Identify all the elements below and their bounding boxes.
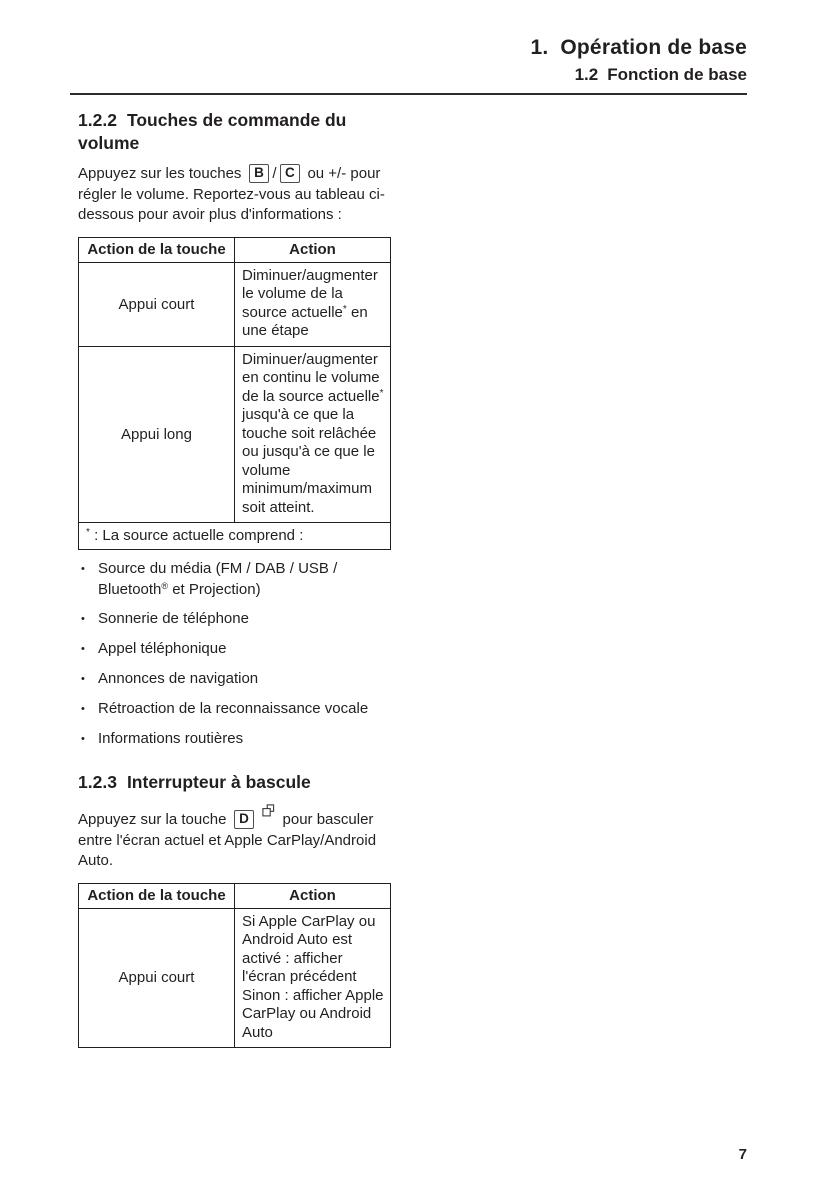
chapter-number: 1.: [530, 36, 549, 59]
column-header-action: Action: [235, 237, 391, 262]
asterisk-marker: *: [86, 527, 90, 538]
cell-text-line2: Sinon : afficher Apple CarPlay ou Android Auto: [242, 986, 384, 1041]
intro-text-2: ou +/- pour régler le volume. Reportez-vous au tableau ci-dessous pour avoir plus d'informations :: [78, 165, 385, 223]
cell-touche-appui-long: Appui long: [79, 346, 235, 523]
list-item-text: Annonces de navigation: [98, 670, 259, 687]
cell-text-line1: Si Apple CarPlay ou Android Auto est activé : afficher l'écran précédent: [242, 912, 376, 985]
cell-action-appui-court: [235, 908, 391, 1048]
content-column: [78, 109, 392, 1048]
intro-text-2: pour basculer entre l'écran actuel et Apple CarPlay/Android Auto.: [78, 811, 377, 869]
bascule-actions-table: [78, 883, 391, 1049]
keycap-c: C: [280, 164, 301, 183]
volume-intro-paragraph: [78, 164, 392, 226]
footnote-text: : La source actuelle comprend :: [89, 527, 304, 544]
intro-text-1: Appuyez sur la touche: [78, 811, 227, 828]
table-footnote-row: [79, 523, 391, 550]
list-item-text: Appel téléphonique: [98, 640, 227, 657]
cell-action-appui-long: [235, 346, 391, 523]
subsection-1-2-2-title: [78, 109, 392, 155]
table-row: [79, 908, 391, 1048]
section-number: 1.2: [574, 65, 599, 84]
toggle-screens-icon: [262, 803, 275, 824]
table-row: [79, 262, 391, 346]
cell-text: en une étape: [242, 303, 368, 339]
list-item: [78, 729, 392, 750]
list-item: [78, 639, 392, 660]
list-item-text: [98, 559, 392, 600]
subsection-number: 1.2.2: [78, 110, 117, 130]
keycap-d: D: [234, 810, 255, 829]
intro-text-1: Appuyez sur les touches: [78, 165, 242, 182]
list-item-text: Informations routières: [98, 730, 244, 747]
bullet-icon: •: [81, 703, 85, 715]
list-item-text: Rétroaction de la reconnaissance vocale: [98, 700, 369, 717]
keycap-b: B: [249, 164, 270, 183]
list-item: [78, 559, 392, 600]
chapter-heading: [530, 36, 747, 60]
cell-touche-appui-court: Appui court: [79, 908, 235, 1048]
asterisk-marker: *: [379, 387, 384, 399]
bascule-intro-paragraph: [78, 803, 392, 872]
cell-text: jusqu'à ce que la touche soit relâchée ou jusqu'à ce que le volume minimum/maximum soit atteint.: [242, 406, 377, 516]
volume-actions-table: [78, 237, 391, 551]
table-row: [79, 346, 391, 523]
column-header-action: Action: [235, 883, 391, 908]
section-heading: [530, 65, 747, 85]
table-footnote: [79, 523, 391, 550]
column-header-touche: Action de la touche: [79, 883, 235, 908]
cell-text: Diminuer/augmenter le volume de la source actuelle: [242, 266, 378, 321]
list-item: [78, 699, 392, 720]
subsection-title-text: Touches de commande du volume: [78, 110, 347, 153]
bullet-icon: •: [81, 733, 85, 745]
section-title: Fonction de base: [607, 65, 747, 84]
table-header-row: [79, 883, 391, 908]
column-header-touche: Action de la touche: [79, 237, 235, 262]
list-item: [78, 669, 392, 690]
bullet-icon: •: [81, 563, 85, 575]
subsection-number: 1.2.3: [78, 772, 117, 792]
header-rule: [70, 93, 747, 95]
subsection-1-2-3-title: [78, 771, 392, 794]
source-list: [78, 559, 392, 750]
list-item-text: Sonnerie de téléphone: [98, 610, 249, 627]
item-text: et Projection): [168, 580, 261, 598]
bullet-icon: •: [81, 643, 85, 655]
bullet-icon: •: [81, 673, 85, 685]
table-header-row: [79, 237, 391, 262]
page-number: 7: [738, 1146, 747, 1163]
registered-mark: ®: [161, 580, 169, 591]
chapter-title: Opération de base: [560, 36, 747, 59]
list-item: [78, 609, 392, 630]
cell-text: Diminuer/augmenter en continu le volume de la source actuelle: [242, 350, 380, 405]
asterisk-marker: *: [342, 303, 347, 315]
cell-touche-appui-court: Appui court: [79, 262, 235, 346]
cell-action-appui-court: [235, 262, 391, 346]
page-header: [530, 36, 747, 85]
keycap-separator: /: [272, 165, 277, 182]
item-text: Source du média (FM / DAB / USB / Bluetooth: [98, 560, 338, 598]
subsection-title-text: Interrupteur à bascule: [126, 772, 311, 792]
bullet-icon: •: [81, 613, 85, 625]
